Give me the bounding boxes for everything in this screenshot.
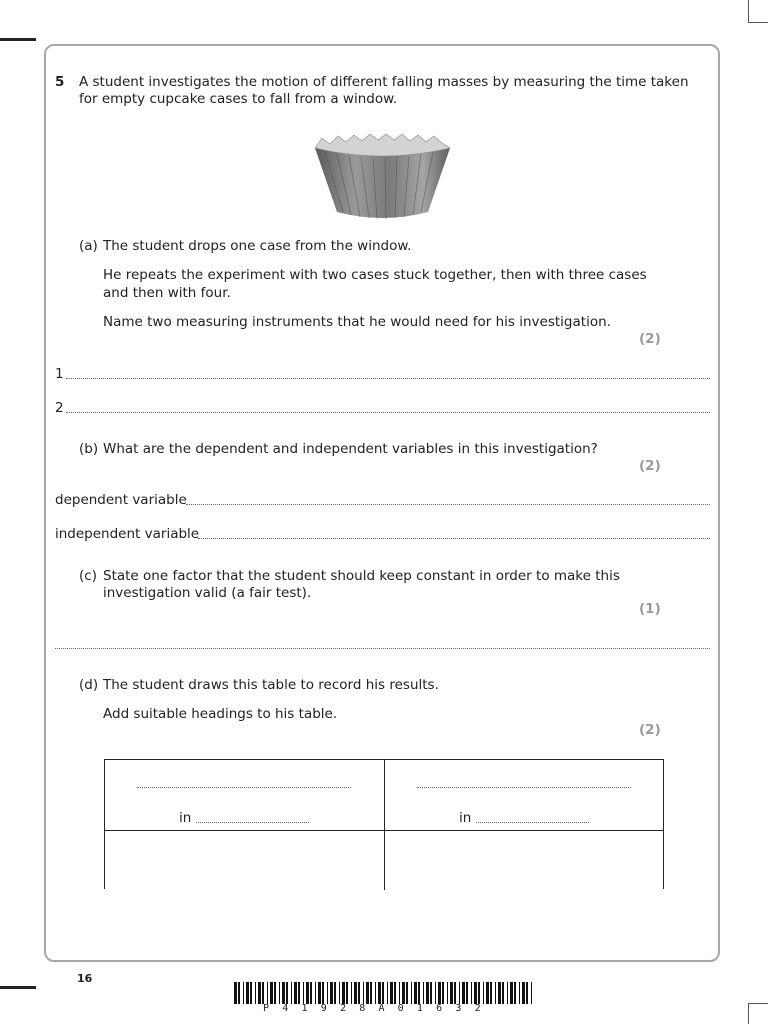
barcode-bar — [522, 982, 525, 1004]
part-c-marks: (1) — [639, 601, 661, 617]
crop-mark-top-right-h — [748, 22, 768, 23]
barcode-bar — [354, 982, 357, 1004]
barcode-bar — [531, 982, 532, 1004]
crop-mark-bottom-right-h — [748, 1003, 768, 1004]
barcode-bar — [399, 982, 400, 1004]
column-2-unit-line[interactable] — [476, 822, 589, 823]
barcode-bar — [462, 982, 465, 1004]
barcode-bar — [306, 982, 309, 1004]
barcode-bar — [363, 982, 364, 1004]
barcode-bar — [315, 982, 316, 1004]
barcode-bar — [255, 982, 256, 1004]
barcode-bar — [342, 982, 345, 1004]
answer-2-label: 2 — [55, 400, 64, 416]
part-c-line2: investigation valid (a fair test). — [103, 585, 312, 601]
barcode-bar — [246, 982, 249, 1004]
barcode-bar — [330, 982, 333, 1004]
column-2-unit-prefix: in — [459, 810, 472, 826]
barcode-bar — [450, 982, 453, 1004]
barcode-bar — [459, 982, 460, 1004]
barcode-bar — [402, 982, 405, 1004]
barcode-bar — [471, 982, 472, 1004]
barcode-bar — [382, 982, 384, 1004]
barcode-bar — [366, 982, 369, 1004]
barcode-bar — [375, 982, 376, 1004]
part-b-label: (b) — [79, 441, 99, 457]
part-a-line2: He repeats the experiment with two cases stuck together, then with three cases — [103, 267, 647, 283]
barcode-bar — [390, 982, 393, 1004]
page-number: 16 — [77, 972, 93, 985]
part-d-label: (d) — [79, 677, 99, 693]
answer-1-line[interactable] — [66, 378, 710, 379]
answer-2-line[interactable] — [66, 412, 710, 413]
question-number: 5 — [55, 74, 65, 90]
barcode-bar — [466, 982, 468, 1004]
barcode-bar — [274, 982, 276, 1004]
barcode-bar — [334, 982, 336, 1004]
answer-1-label: 1 — [55, 366, 64, 382]
independent-variable-line[interactable] — [198, 538, 710, 539]
barcode-bar — [435, 982, 436, 1004]
part-a-line3: and then with four. — [103, 285, 231, 301]
barcode-bar — [394, 982, 396, 1004]
barcode-bar — [483, 982, 484, 1004]
barcode-bar — [507, 982, 508, 1004]
part-d-line1: The student draws this table to record his results. — [103, 677, 439, 693]
barcode-bar — [298, 982, 300, 1004]
barcode-bar — [250, 982, 252, 1004]
barcode-bar — [406, 982, 408, 1004]
barcode-bar — [478, 982, 480, 1004]
barcode-bar — [418, 982, 420, 1004]
barcode-bar — [514, 982, 516, 1004]
barcode-bar — [310, 982, 312, 1004]
crop-mark-top-left — [0, 38, 36, 41]
barcode-bar — [414, 982, 417, 1004]
table-column-divider — [384, 760, 385, 890]
barcode-bar — [303, 982, 304, 1004]
barcode-bar — [234, 982, 237, 1004]
barcode-bar — [486, 982, 489, 1004]
part-c-label: (c) — [79, 568, 97, 584]
barcode-bar — [442, 982, 444, 1004]
barcode-bar — [438, 982, 441, 1004]
crop-mark-bottom-right-v — [748, 1003, 749, 1024]
barcode-bar — [351, 982, 352, 1004]
barcode-bar — [339, 982, 340, 1004]
barcode-bar — [490, 982, 492, 1004]
barcode-bar — [454, 982, 456, 1004]
barcode-bar — [495, 982, 496, 1004]
barcode-bar — [346, 982, 348, 1004]
part-c-answer-line[interactable] — [55, 648, 710, 649]
barcode-bar — [258, 982, 261, 1004]
barcode-bar — [358, 982, 360, 1004]
independent-variable-label: independent variable — [55, 526, 200, 542]
part-b-line1: What are the dependent and independent variables in this investigation? — [103, 441, 598, 457]
barcode-bar — [243, 982, 244, 1004]
barcode-bar — [279, 982, 280, 1004]
barcode-bar — [282, 982, 285, 1004]
column-2-heading-line[interactable] — [417, 787, 631, 788]
barcode-text: P 4 1 9 2 8 A 0 1 6 3 2 — [263, 1003, 485, 1014]
part-b-marks: (2) — [639, 458, 661, 474]
part-d-marks: (2) — [639, 722, 661, 738]
crop-mark-bottom-left — [0, 986, 36, 989]
results-table — [104, 759, 664, 889]
crop-mark-top-right-v — [748, 0, 749, 22]
barcode-bar — [423, 982, 424, 1004]
part-d-line2: Add suitable headings to his table. — [103, 706, 338, 722]
question-intro-line1: A student investigates the motion of different falling masses by measuring the time taken — [79, 74, 689, 90]
barcode-bar — [526, 982, 528, 1004]
barcode-bar — [286, 982, 288, 1004]
dependent-variable-label: dependent variable — [55, 492, 187, 508]
barcode-bar — [378, 982, 381, 1004]
barcode-bar — [270, 982, 273, 1004]
barcode-bar — [430, 982, 432, 1004]
barcode-bar — [447, 982, 448, 1004]
column-1-unit-line[interactable] — [196, 822, 309, 823]
dependent-variable-line[interactable] — [186, 504, 710, 505]
barcode-bar — [238, 982, 240, 1004]
barcode-bar — [267, 982, 268, 1004]
part-a-line4: Name two measuring instruments that he would need for his investigation. — [103, 314, 611, 330]
cupcake-case-image — [310, 130, 455, 222]
column-1-unit-prefix: in — [179, 810, 192, 826]
barcode-bar — [262, 982, 264, 1004]
part-c-line1: State one factor that the student should keep constant in order to make this — [103, 568, 620, 584]
barcode-bar — [426, 982, 429, 1004]
barcode-bar — [294, 982, 297, 1004]
barcode-bar — [510, 982, 513, 1004]
part-a-line1: The student drops one case from the window. — [103, 238, 412, 254]
barcode-bar — [519, 982, 520, 1004]
barcode-bar — [327, 982, 328, 1004]
barcode-bar — [498, 982, 501, 1004]
part-a-marks: (2) — [639, 331, 661, 347]
barcode-bar — [291, 982, 292, 1004]
barcode-bar — [474, 982, 477, 1004]
part-a-label: (a) — [79, 238, 98, 254]
barcode — [234, 982, 534, 1004]
column-1-heading-line[interactable] — [137, 787, 351, 788]
barcode-bar — [411, 982, 412, 1004]
barcode-bar — [502, 982, 504, 1004]
table-header-divider — [105, 830, 663, 831]
barcode-bar — [322, 982, 324, 1004]
barcode-bar — [370, 982, 372, 1004]
question-intro-line2: for empty cupcake cases to fall from a window. — [79, 91, 398, 107]
barcode-bar — [318, 982, 321, 1004]
barcode-bar — [387, 982, 388, 1004]
